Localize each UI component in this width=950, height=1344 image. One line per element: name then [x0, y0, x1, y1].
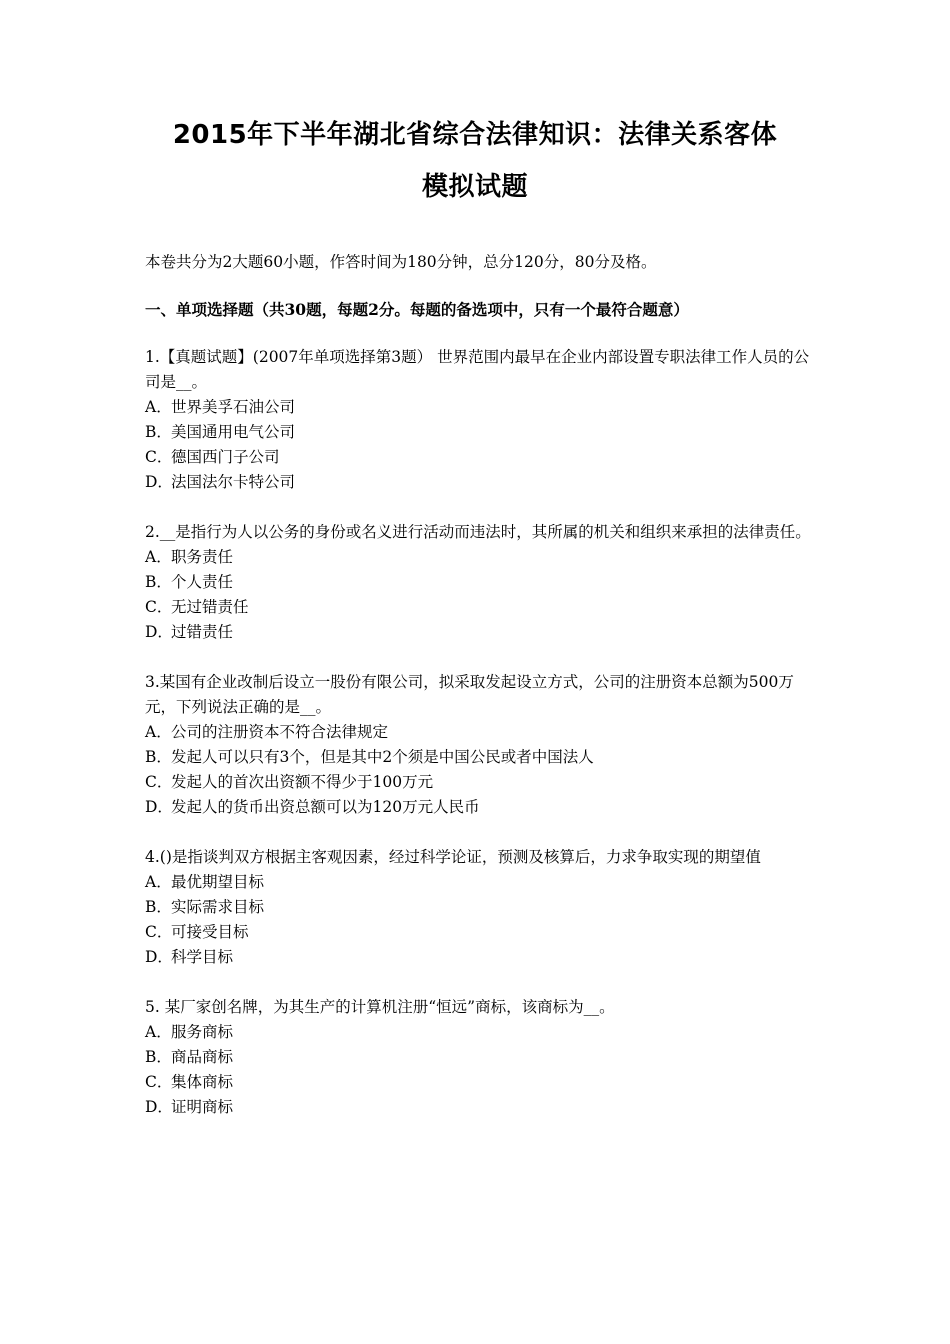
option-letter: C．: [145, 773, 173, 791]
option-text: 个人责任: [171, 573, 234, 591]
option-letter: D．: [145, 473, 173, 491]
option-letter: C．: [145, 448, 173, 466]
option-a: [145, 720, 815, 745]
document-body: [145, 250, 815, 1145]
option-text: 发起人可以只有3个，但是其中2个须是中国公民或者中国法人: [171, 748, 594, 766]
option-letter: D．: [145, 798, 173, 816]
option-text: 科学目标: [171, 948, 234, 966]
option-letter: A．: [145, 723, 172, 741]
option-a: [145, 395, 815, 420]
option-text: 集体商标: [171, 1073, 234, 1091]
option-b: [145, 420, 815, 445]
option-text: 美国通用电气公司: [171, 423, 296, 441]
option-b: [145, 745, 815, 770]
option-c: [145, 920, 815, 945]
option-text: 世界美孚石油公司: [171, 398, 296, 416]
question-stem: 2.__是指行为人以公务的身份或名义进行活动而违法时，其所属的机关和组织来承担的法律责任。: [145, 523, 811, 541]
option-d: [145, 470, 815, 495]
question-stem: 1.【真题试题】(2007年单项选择第3题） 世界范围内最早在企业内部设置专职法律工作人员的公司是__。: [145, 348, 810, 391]
option-letter: B．: [145, 748, 172, 766]
option-letter: C．: [145, 598, 173, 616]
option-text: 职务责任: [171, 548, 234, 566]
option-text: 公司的注册资本不符合法律规定: [171, 723, 389, 741]
option-text: 服务商标: [171, 1023, 234, 1041]
option-c: [145, 595, 815, 620]
option-letter: A．: [145, 398, 172, 416]
option-text: 过错责任: [171, 623, 234, 641]
section-heading: 一、单项选择题（共30题，每题2分。每题的备选项中，只有一个最符合题意）: [145, 300, 689, 319]
option-b: [145, 1045, 815, 1070]
option-letter: D．: [145, 1098, 173, 1116]
option-b: [145, 895, 815, 920]
option-letter: A．: [145, 873, 172, 891]
document-title-line2: 模拟试题: [421, 172, 528, 202]
question-1: [145, 345, 815, 495]
option-text: 最优期望目标: [171, 873, 265, 891]
option-d: [145, 945, 815, 970]
option-d: [145, 1095, 815, 1120]
question-4: [145, 845, 815, 970]
option-letter: A．: [145, 548, 172, 566]
option-letter: D．: [145, 623, 173, 641]
option-letter: D．: [145, 948, 173, 966]
option-letter: C．: [145, 1073, 173, 1091]
option-text: 实际需求目标: [171, 898, 265, 916]
option-b: [145, 570, 815, 595]
option-letter: B．: [145, 898, 172, 916]
question-5: [145, 995, 815, 1120]
option-text: 发起人的首次出资额不得少于100万元: [171, 773, 434, 791]
option-c: [145, 1070, 815, 1095]
question-stem: 3.某国有企业改制后设立一股份有限公司，拟采取发起设立方式，公司的注册资本总额为500万元，下列说法正确的是__。: [145, 673, 794, 716]
option-text: 证明商标: [171, 1098, 234, 1116]
option-a: [145, 1020, 815, 1045]
option-letter: B．: [145, 1048, 172, 1066]
question-3: [145, 670, 815, 820]
question-stem: 5. 某厂家创名牌，为其生产的计算机注册“恒远”商标，该商标为__。: [145, 998, 615, 1016]
question-stem: 4.()是指谈判双方根据主客观因素，经过科学论证，预测及核算后，力求争取实现的期望值: [145, 848, 761, 866]
option-text: 无过错责任: [171, 598, 249, 616]
document-title-line1: 2015年下半年湖北省综合法律知识：法律关系客体: [172, 120, 778, 150]
option-letter: A．: [145, 1023, 172, 1041]
option-text: 发起人的货币出资总额可以为120万元人民币: [171, 798, 480, 816]
option-letter: B．: [145, 573, 172, 591]
option-text: 商品商标: [171, 1048, 234, 1066]
option-text: 法国法尔卡特公司: [171, 473, 296, 491]
option-text: 德国西门子公司: [171, 448, 280, 466]
option-d: [145, 620, 815, 645]
question-2: [145, 520, 815, 645]
option-letter: C．: [145, 923, 173, 941]
option-c: [145, 770, 815, 795]
option-letter: B．: [145, 423, 172, 441]
exam-intro: 本卷共分为2大题60小题，作答时间为180分钟，总分120分，80分及格。: [145, 253, 657, 271]
option-d: [145, 795, 815, 820]
option-c: [145, 445, 815, 470]
option-text: 可接受目标: [171, 923, 249, 941]
option-a: [145, 870, 815, 895]
option-a: [145, 545, 815, 570]
